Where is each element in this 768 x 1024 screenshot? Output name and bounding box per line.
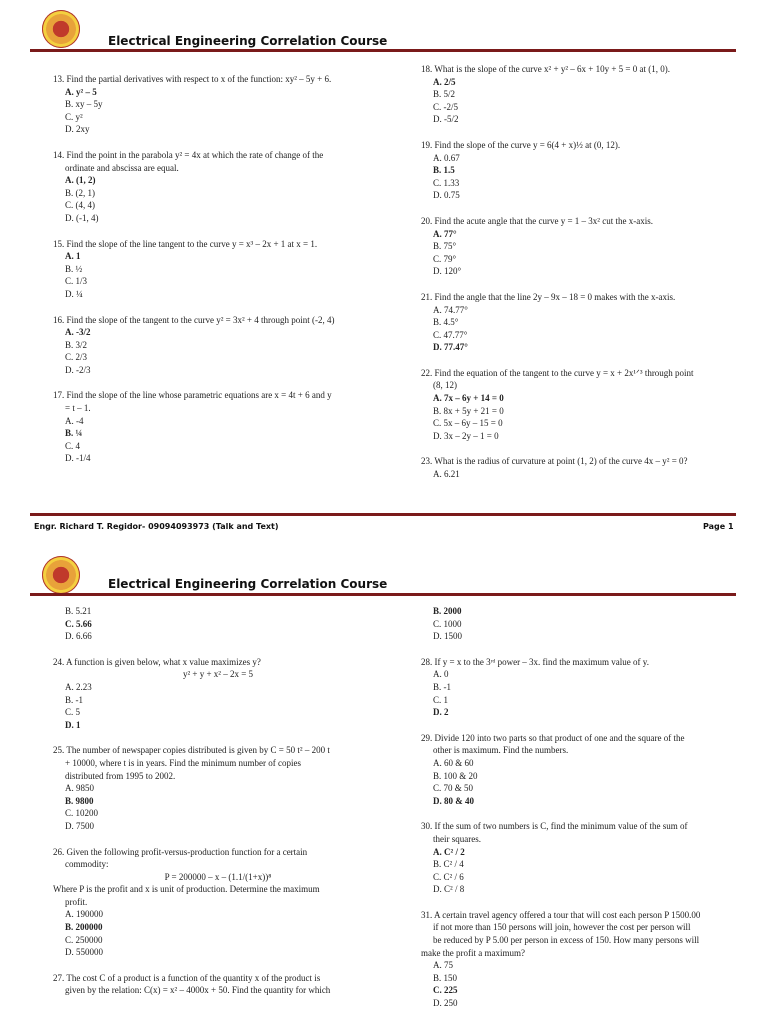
answer-option-correct: D. 2 bbox=[433, 707, 449, 718]
question-item bbox=[421, 63, 751, 126]
answer-option: B. 100 & 20 bbox=[433, 770, 478, 781]
answer-option: C. 2/3 bbox=[65, 352, 88, 363]
answer-option: B. 4.5° bbox=[433, 317, 459, 328]
answer-option-correct: A. 1 bbox=[65, 251, 81, 262]
answer-option: C. 70 & 50 bbox=[433, 783, 474, 794]
answer-option: D. -5/2 bbox=[433, 114, 459, 125]
page2-right-column bbox=[421, 605, 751, 1010]
footer-rule bbox=[30, 513, 736, 516]
question-text: other is maximum. Find the numbers. bbox=[433, 745, 569, 756]
answer-option: B. 75° bbox=[433, 241, 457, 252]
answer-option: D. ¼ bbox=[65, 288, 83, 299]
answer-option: C. y² bbox=[65, 111, 83, 122]
answer-option: D. 3x – 2y – 1 = 0 bbox=[433, 430, 499, 441]
course-title: Electrical Engineering Correlation Course bbox=[108, 577, 388, 591]
answer-option: D. 120° bbox=[433, 266, 462, 277]
answer-option: C. 1000 bbox=[433, 618, 462, 629]
question-text: 29. Divide 120 into two parts so that product of one and the square of the bbox=[421, 732, 685, 743]
question-text: 23. What is the radius of curvature at point (1, 2) of the curve 4x – y² = 0? bbox=[421, 456, 688, 467]
answer-option: B. C² / 4 bbox=[433, 859, 464, 870]
question-text: make the profit a maximum? bbox=[421, 947, 525, 958]
answer-option: C. 1/3 bbox=[65, 276, 88, 287]
answer-option-correct: B. ¼ bbox=[65, 428, 83, 439]
question-text: 15. Find the slope of the line tangent to the curve y = x³ – 2x + 1 at x = 1. bbox=[53, 238, 318, 249]
answer-option-correct: A. 7x – 6y + 14 = 0 bbox=[433, 393, 504, 404]
answer-option: B. ½ bbox=[65, 263, 83, 274]
question-text: ordinate and abscissa are equal. bbox=[65, 162, 179, 173]
question-item bbox=[53, 744, 383, 832]
question-text: 20. Find the acute angle that the curve y = 1 – 3x² cut the x-axis. bbox=[421, 215, 653, 226]
answer-option-correct: D. 80 & 40 bbox=[433, 795, 474, 806]
answer-option: B. -1 bbox=[65, 694, 83, 705]
question-text: 22. Find the equation of the tangent to the curve y = x + 2x¹ᐟ³ through point bbox=[421, 367, 694, 378]
answer-option-correct: B. 9800 bbox=[65, 795, 94, 806]
answer-option: C. 4 bbox=[65, 440, 81, 451]
answer-option: A. 75 bbox=[433, 960, 453, 971]
question-text: 17. Find the slope of the line whose parametric equations are x = 4t + 6 and y bbox=[53, 390, 332, 401]
answer-option-correct: B. 2000 bbox=[433, 606, 462, 616]
answer-option-correct: A. 77° bbox=[433, 228, 457, 239]
answer-option: B. 5.21 bbox=[65, 606, 92, 616]
question-text: 26. Given the following profit-versus-production function for a certain bbox=[53, 846, 308, 857]
question-item bbox=[53, 605, 383, 643]
question-item bbox=[421, 291, 751, 354]
answer-option: C. 1 bbox=[433, 694, 449, 705]
question-text: (8, 12) bbox=[433, 380, 457, 391]
answer-option: C. 47.77° bbox=[433, 329, 468, 340]
question-text: profit. bbox=[65, 896, 88, 907]
answer-option-correct: A. -3/2 bbox=[65, 327, 91, 338]
page1-left-column bbox=[53, 73, 383, 465]
question-text: 24. A function is given below, what x value maximizes y? bbox=[53, 656, 261, 667]
question-text: 14. Find the point in the parabola y² = 4x at which the rate of change of the bbox=[53, 149, 324, 160]
seal-logo-icon bbox=[42, 10, 80, 48]
question-text: be reduced by P 5.00 per person in excess of 150. How many persons will bbox=[433, 935, 700, 946]
question-text: = t – 1. bbox=[65, 403, 91, 414]
answer-option: A. 2.23 bbox=[65, 681, 92, 692]
page2-left-column bbox=[53, 605, 383, 997]
equation-text: y² + y + x² – 2x = 5 bbox=[182, 669, 254, 680]
answer-option-correct: D. 1 bbox=[65, 719, 81, 730]
question-item bbox=[53, 73, 383, 136]
answer-option: B. xy – 5y bbox=[65, 99, 103, 110]
question-text: Where P is the profit and x is unit of production. Determine the maximum bbox=[53, 884, 320, 895]
answer-option: D. 0.75 bbox=[433, 190, 460, 201]
answer-option-correct: C. 225 bbox=[433, 985, 458, 996]
question-text: their squares. bbox=[433, 833, 481, 844]
question-text: 13. Find the partial derivatives with respect to x of the function: xy² – 5y + 6. bbox=[53, 74, 332, 84]
question-item bbox=[53, 238, 383, 301]
question-item bbox=[421, 455, 751, 480]
question-item bbox=[421, 732, 751, 808]
answer-option: D. 250 bbox=[433, 998, 458, 1009]
question-item bbox=[53, 314, 383, 377]
answer-option: A. 190000 bbox=[65, 909, 103, 920]
answer-option-correct: A. y² – 5 bbox=[65, 86, 97, 97]
answer-option: B. (2, 1) bbox=[65, 187, 95, 198]
answer-option: A. 60 & 60 bbox=[433, 757, 474, 768]
answer-option: D. (-1, 4) bbox=[65, 212, 99, 223]
answer-option-correct: A. (1, 2) bbox=[65, 175, 96, 186]
question-item bbox=[53, 972, 383, 997]
question-text: given by the relation: C(x) = x² – 4000x + 50. Find the quantity for which bbox=[65, 985, 331, 996]
answer-option: D. 6.66 bbox=[65, 631, 92, 642]
question-text: 31. A certain travel agency offered a tour that will cost each person P 1500.00 bbox=[421, 909, 701, 920]
answer-option-correct: D. 77.47° bbox=[433, 342, 468, 353]
header-rule bbox=[30, 593, 736, 596]
answer-option: B. -1 bbox=[433, 681, 451, 692]
question-text: 30. If the sum of two numbers is C, find the minimum value of the sum of bbox=[421, 821, 688, 832]
question-text: 18. What is the slope of the curve x² + y² – 6x + 10y + 5 = 0 at (1, 0). bbox=[421, 64, 670, 74]
answer-option: C. C² / 6 bbox=[433, 871, 464, 882]
answer-option: D. 1500 bbox=[433, 631, 462, 642]
answer-option: C. (4, 4) bbox=[65, 200, 95, 211]
question-text: 25. The number of newspaper copies distributed is given by C = 50 t² – 200 t bbox=[53, 745, 330, 756]
question-item bbox=[53, 389, 383, 465]
answer-option: B. 3/2 bbox=[65, 339, 88, 350]
question-item bbox=[421, 139, 751, 202]
answer-option: D. 2xy bbox=[65, 124, 90, 135]
question-item bbox=[421, 656, 751, 719]
page1-right-column bbox=[421, 63, 751, 481]
course-title: Electrical Engineering Correlation Course bbox=[108, 34, 388, 48]
answer-option: A. 0 bbox=[433, 669, 449, 680]
answer-option: A. 0.67 bbox=[433, 152, 460, 163]
answer-option: C. 5 bbox=[65, 707, 81, 718]
question-item bbox=[421, 367, 751, 443]
header-rule bbox=[30, 49, 736, 52]
question-item bbox=[53, 656, 383, 732]
question-item bbox=[421, 605, 751, 643]
answer-option: D. 7500 bbox=[65, 820, 94, 831]
answer-option-correct: B. 1.5 bbox=[433, 165, 455, 176]
question-item bbox=[421, 820, 751, 896]
equation-text: P = 200000 – x – (1.1/(1+x))⁸ bbox=[164, 871, 272, 882]
seal-logo-icon bbox=[42, 556, 80, 594]
answer-option-correct: A. C² / 2 bbox=[433, 846, 465, 857]
answer-option: C. 5x – 6y – 15 = 0 bbox=[433, 418, 503, 429]
answer-option: A. 9850 bbox=[65, 783, 94, 794]
answer-option-correct: C. 5.66 bbox=[65, 618, 92, 629]
question-text: 28. If y = x to the 3ʳᵈ power – 3x. find the maximum value of y. bbox=[421, 656, 649, 667]
answer-option-correct: B. 200000 bbox=[65, 922, 103, 933]
question-text: commodity: bbox=[65, 859, 109, 870]
question-item bbox=[53, 149, 383, 225]
question-text: 19. Find the slope of the curve y = 6(4 + x)½ at (0, 12). bbox=[421, 139, 621, 150]
answer-option: A. -4 bbox=[65, 415, 84, 426]
answer-option: C. 250000 bbox=[65, 934, 103, 945]
question-text: 21. Find the angle that the line 2y – 9x – 18 = 0 makes with the x-axis. bbox=[421, 291, 676, 302]
answer-option: B. 5/2 bbox=[433, 89, 456, 100]
question-text: 27. The cost C of a product is a function of the quantity x of the product is bbox=[53, 972, 321, 983]
answer-option: A. 6.21 bbox=[433, 469, 460, 480]
answer-option: B. 8x + 5y + 21 = 0 bbox=[433, 405, 504, 416]
answer-option: C. 10200 bbox=[65, 808, 99, 819]
answer-option: D. C² / 8 bbox=[433, 884, 465, 895]
answer-option: D. -1/4 bbox=[65, 453, 91, 464]
footer-page-number: Page 1 bbox=[703, 522, 734, 531]
question-item bbox=[421, 909, 751, 1010]
question-item bbox=[53, 846, 383, 959]
answer-option: B. 150 bbox=[433, 972, 458, 983]
answer-option: D. -2/3 bbox=[65, 364, 91, 375]
footer-author: Engr. Richard T. Regidor- 09094093973 (Talk and Text) bbox=[34, 522, 279, 531]
question-item bbox=[421, 215, 751, 278]
question-text: distributed from 1995 to 2002. bbox=[65, 770, 176, 781]
answer-option: C. 79° bbox=[433, 253, 457, 264]
question-text: if not more than 150 persons will join, however the cost per person will bbox=[433, 922, 691, 933]
answer-option: C. -2/5 bbox=[433, 101, 459, 112]
question-text: 16. Find the slope of the tangent to the curve y² = 3x² + 4 through point (-2, 4) bbox=[53, 314, 335, 325]
question-text: + 10000, where t is in years. Find the minimum number of copies bbox=[65, 757, 302, 768]
answer-option: D. 550000 bbox=[65, 947, 103, 958]
answer-option-correct: A. 2/5 bbox=[433, 76, 456, 87]
answer-option: C. 1.33 bbox=[433, 177, 460, 188]
answer-option: A. 74.77° bbox=[433, 304, 468, 315]
